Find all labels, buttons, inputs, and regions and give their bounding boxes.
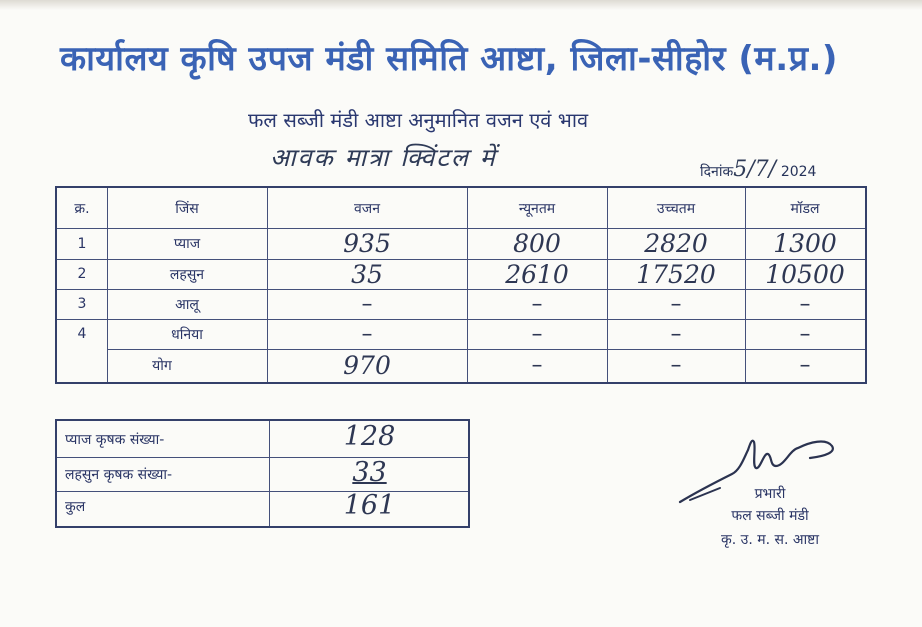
header-max-price: उच्चतम (656, 200, 696, 217)
row-max-price: 17520 (636, 259, 716, 289)
handwritten-unit-note: आवक मात्रा क्विंटल में (270, 143, 497, 172)
row-max-price: – (670, 321, 682, 347)
row-modal-price: – (799, 321, 811, 347)
signatory-office: कृ. उ. म. स. आष्टा (721, 532, 819, 548)
row-min-price: 800 (513, 229, 561, 258)
row-weight: 935 (343, 229, 391, 258)
date-field (700, 157, 816, 182)
row-modal-price: – (799, 291, 811, 317)
row-serial: 2 (77, 266, 87, 282)
date-label: दिनांक (700, 164, 734, 180)
header-weight: वजन (354, 200, 380, 217)
total-label: योग (152, 358, 172, 374)
garlic-farmers-label: लहसुन कृषक संख्या- (65, 467, 173, 483)
total-weight: 970 (343, 351, 391, 380)
total-farmers-label: कुल (65, 499, 86, 515)
row-weight: – (361, 321, 373, 347)
total-farmers-value: 161 (343, 490, 396, 521)
row-commodity: लहसुन (169, 266, 205, 283)
row-serial: 4 (77, 326, 87, 342)
row-min-price: – (531, 321, 543, 347)
row-modal-price: 1300 (773, 229, 837, 258)
farmer-count-table (55, 419, 470, 528)
commodity-table (55, 186, 867, 384)
signatory-title: प्रभारी (754, 486, 786, 502)
row-max-price: – (670, 291, 682, 317)
market-subtitle: फल सब्जी मंडी आष्टा अनुमानित वजन एवं भाव (248, 108, 589, 132)
column-divider (269, 421, 270, 526)
header-commodity: जिंस (175, 200, 199, 217)
row-serial: 3 (77, 296, 87, 312)
row-min-price: 2610 (505, 259, 569, 289)
row-max-price: 2820 (644, 229, 708, 258)
row-commodity: धनिया (171, 326, 203, 343)
header-modal-price: मॉडल (790, 200, 820, 217)
row-serial: 1 (77, 235, 87, 252)
row-min-price: – (531, 291, 543, 317)
signatory-department: फल सब्जी मंडी (731, 508, 809, 524)
total-max-price: – (670, 353, 682, 378)
row-commodity: आलू (175, 296, 199, 313)
row-weight: – (361, 291, 373, 317)
garlic-farmers-value: 33 (352, 457, 387, 488)
total-min-price: – (531, 353, 543, 378)
date-value: 5/7/ (733, 157, 777, 182)
row-weight: 35 (351, 259, 383, 289)
date-year: 2024 (780, 164, 817, 180)
paper-edge-shadow (0, 0, 922, 10)
signature-block (660, 430, 880, 550)
office-title: कार्यालय कृषि उपज मंडी समिति आष्टा, जिला-सीहोर (म.प्र.) (60, 39, 838, 79)
row-modal-price: 10500 (765, 259, 845, 289)
row-commodity: प्याज (173, 236, 201, 252)
onion-farmers-label: प्याज कृषक संख्या- (65, 432, 165, 448)
total-modal-price: – (799, 353, 811, 378)
header-min-price: न्यूनतम (518, 200, 556, 217)
onion-farmers-value: 128 (343, 421, 396, 452)
header-serial: क्र. (74, 200, 90, 217)
